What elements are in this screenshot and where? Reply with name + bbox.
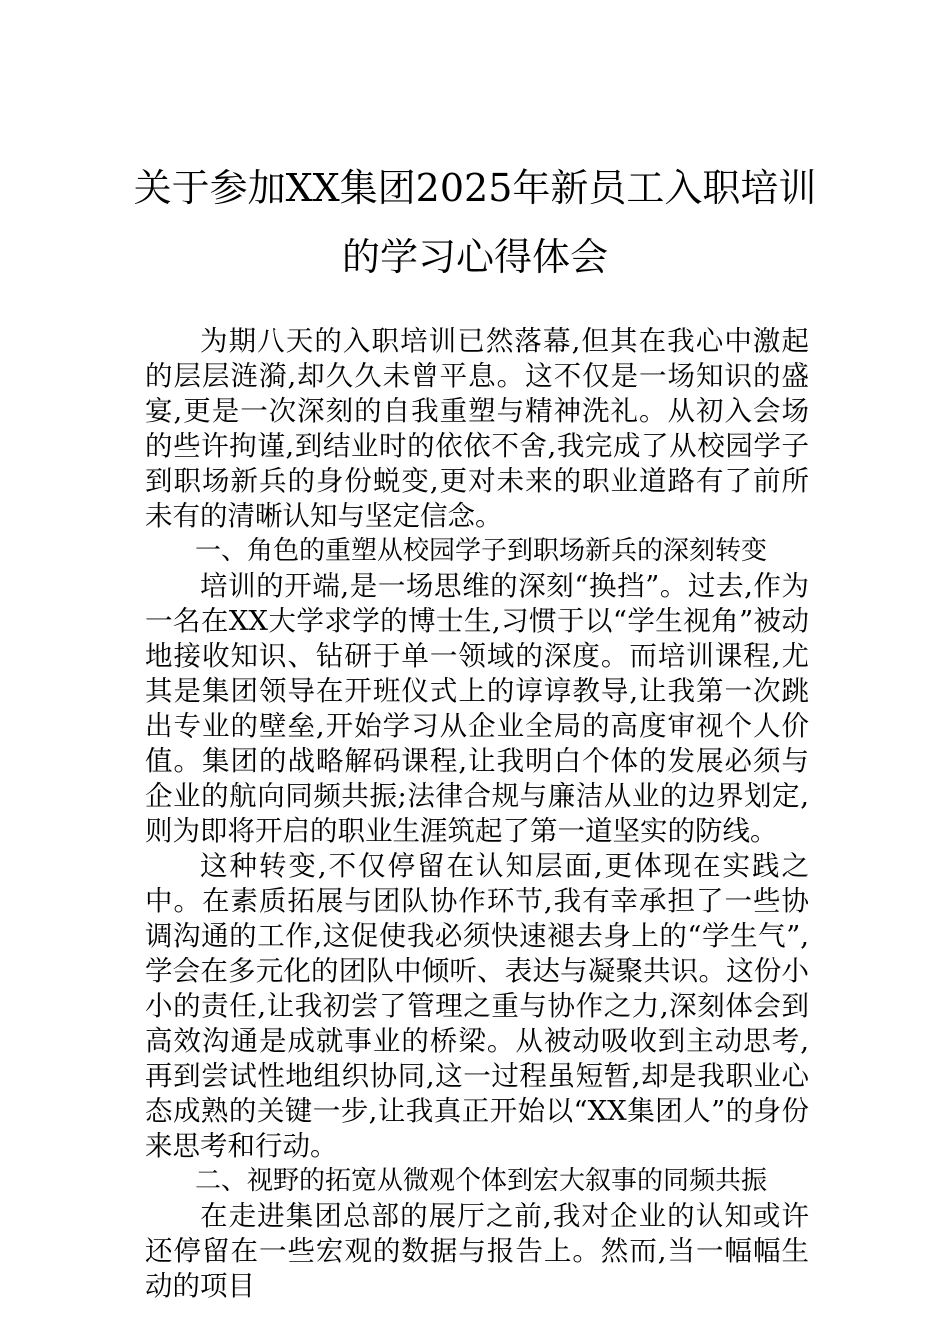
intro-paragraph: 为期八天的入职培训已然落幕,但其在我心中激起的层层涟漪,却久久未曾平息。这不仅是一场知识的盛宴,更是一次深刻的自我重塑与精神洗礼。从初入会场的些许拘谨,到结业时的依依不舍,我完成了从校园学子到职场新兵的身份蜕变,更对未来的职业道路有了前所未有的清晰认知与坚定信念。 <box>145 325 809 532</box>
section-1-paragraph-2: 这种转变,不仅停留在认知层面,更体现在实践之中。在素质拓展与团队协作环节,我有幸承担了一些协调沟通的工作,这促使我必须快速褪去身上的“学生气”,学会在多元化的团队中倾听、表达与凝聚共识。这份小小的责任,让我初尝了管理之重与协作之力,深刻体会到高效沟通是成就事业的桥梁。从被动吸收到主动思考,再到尝试性地组织协同,这一过程虽短暂,却是我职业心态成熟的关键一步,让我真正开始以“XX集团人”的身份来思考和行动。 <box>145 850 809 1162</box>
document-body <box>145 324 809 1304</box>
section-heading-2: 二、视野的拓宽从微观个体到宏大叙事的同频共振 <box>195 1166 768 1196</box>
section-2-paragraph-1: 在走进集团总部的展厅之前,我对企业的认知或许还停留在一些宏观的数据与报告上。然而,当一幅幅生动的项目 <box>145 1200 809 1302</box>
section-1-paragraph-1: 培训的开端,是一场思维的深刻“换挡”。过去,作为一名在XX大学求学的博士生,习惯于以“学生视角”被动地接收知识、钻研于单一领域的深度。而培训课程,尤其是集团领导在开班仪式上的谆谆教导,让我第一次跳出专业的壁垒,开始学习从企业全局的高度审视个人价值。集团的战略解码课程,让我明白个体的发展必须与企业的航向同频共振;法律合规与廉洁从业的边界划定,则为即将开启的职业生涯筑起了第一道坚实的防线。 <box>145 570 809 847</box>
section-heading-1: 一、角色的重塑从校园学子到职场新兵的深刻转变 <box>195 536 768 566</box>
document-title-line-2: 的学习心得体会 <box>341 235 608 279</box>
document-title-line-1: 关于参加XX集团2025年新员工入职培训 <box>133 166 817 210</box>
